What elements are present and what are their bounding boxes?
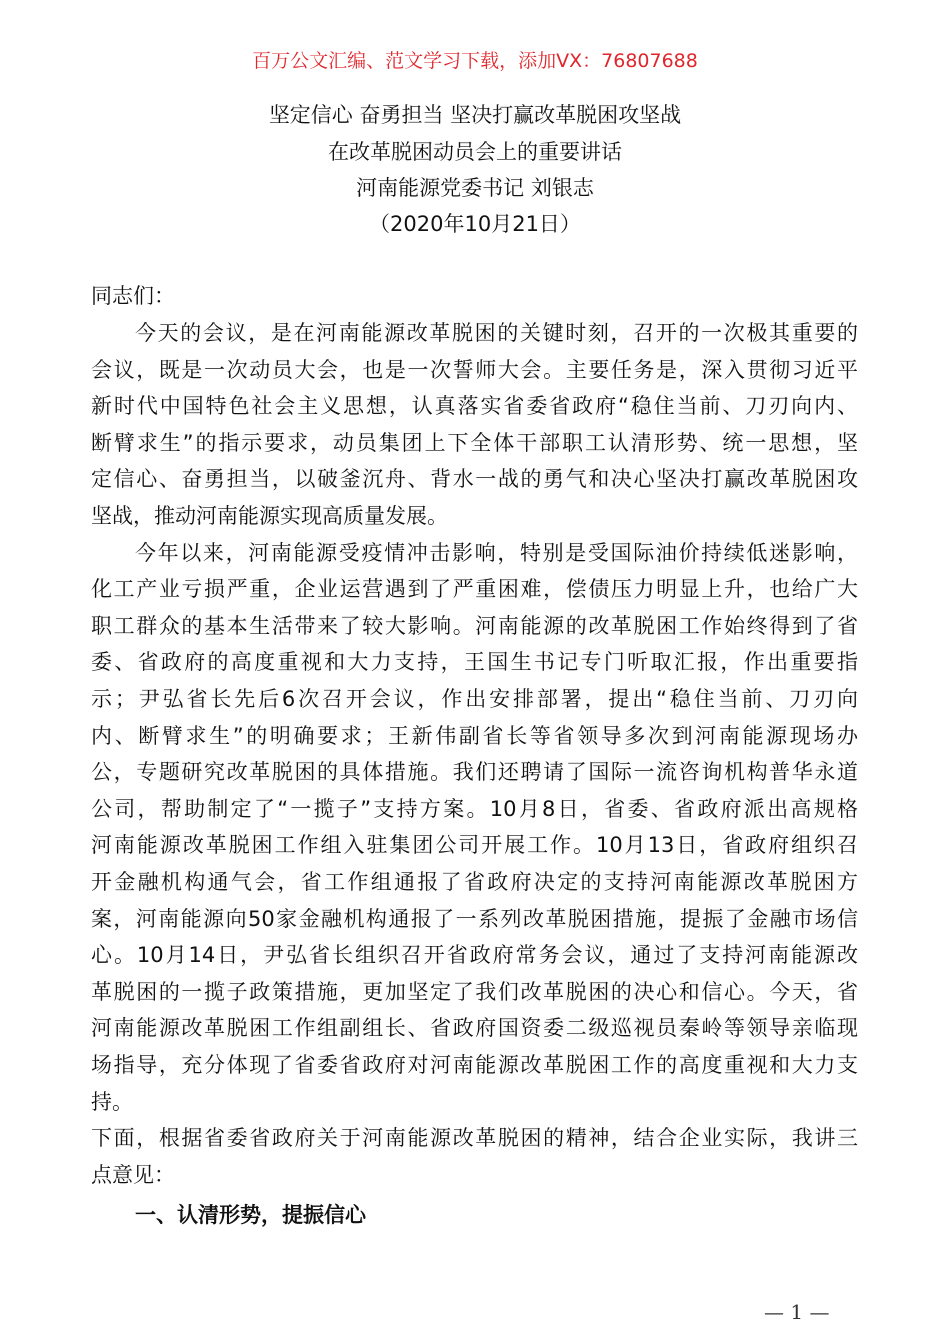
body-line: 定信心、奋勇担当，以破釜沉舟、背水一战的勇气和决心坚决打赢改革脱困攻	[91, 467, 858, 492]
body-line: 断臂求生”的指示要求，动员集团上下全体干部职工认清形势、统一思想，坚	[91, 430, 858, 455]
body-line: 场指导，充分体现了省委省政府对河南能源改革脱困工作的高度重视和大力支	[91, 1053, 858, 1077]
page-number: — 1 —	[764, 1300, 830, 1324]
body-line: 公司，帮助制定了“一揽子”支持方案。10月8日，省委、省政府派出高规格	[91, 796, 858, 821]
body-line: 新时代中国特色社会主义思想，认真落实省委省政府“稳住当前、刀刃向内、	[91, 394, 858, 419]
body-line: 下面，根据省委省政府关于河南能源改革脱困的精神，结合企业实际，我讲三	[91, 1126, 858, 1151]
body-line: 革脱困的一揽子政策措施，更加坚定了我们改革脱困的决心和信心。今天，省	[91, 979, 858, 1004]
body-line: 河南能源改革脱困工作组副组长、省政府国资委二级巡视员秦岭等领导亲临现	[91, 1016, 858, 1041]
doc-subtitle: 在改革脱困动员会上的重要讲话	[328, 140, 622, 164]
body-line: 化工产业亏损严重，企业运营遇到了严重困难，偿债压力明显上升，也给广大	[91, 577, 858, 602]
body-line: 坚战，推动河南能源实现高质量发展。	[91, 504, 448, 528]
body-line: 今年以来，河南能源受疫情冲击影响，特别是受国际油价持续低迷影响，	[135, 540, 858, 565]
doc-author: 河南能源党委书记 刘银志	[356, 176, 594, 200]
body-line: 案，河南能源向50家金融机构通报了一系列改革脱困措施，提振了金融市场信	[91, 906, 858, 931]
body-line: 开金融机构通气会，省工作组通报了省政府决定的支持河南能源改革脱困方	[91, 870, 858, 894]
salutation: 同志们：	[91, 284, 175, 308]
body-line: 会议，既是一次动员大会，也是一次誓师大会。主要任务是，深入贯彻习近平	[91, 357, 858, 382]
doc-title: 坚定信心 奋勇担当 坚决打赢改革脱困攻坚战	[268, 103, 682, 127]
body-line: 心。10月14日，尹弘省长组织召开省政府常务会议，通过了支持河南能源改	[91, 943, 858, 968]
doc-date: （2020年10月21日）	[369, 212, 581, 236]
body-line: 点意见：	[91, 1162, 175, 1187]
body-line: 职工群众的基本生活带来了较大影响。河南能源的改革脱困工作始终得到了省	[91, 613, 858, 638]
body-line: 持。	[91, 1089, 133, 1114]
body-line: 示；尹弘省长先后6次召开会议，作出安排部署，提出“稳住当前、刀刃向	[91, 687, 858, 711]
watermark: 百万公文汇编、范文学习下载，添加VX：76807688	[252, 50, 698, 72]
body-line: 河南能源改革脱困工作组入驻集团公司开展工作。10月13日，省政府组织召	[91, 833, 858, 858]
body-line: 内、断臂求生”的明确要求；王新伟副省长等省领导多次到河南能源现场办	[91, 723, 858, 748]
section-heading: 一、认清形势，提振信心	[135, 1203, 366, 1227]
body-line: 公，专题研究改革脱困的具体措施。我们还聘请了国际一流咨询机构普华永道	[91, 760, 858, 785]
body-line: 委、省政府的高度重视和大力支持，王国生书记专门听取汇报，作出重要指	[91, 650, 858, 675]
body-line: 今天的会议，是在河南能源改革脱困的关键时刻，召开的一次极其重要的	[135, 321, 858, 345]
